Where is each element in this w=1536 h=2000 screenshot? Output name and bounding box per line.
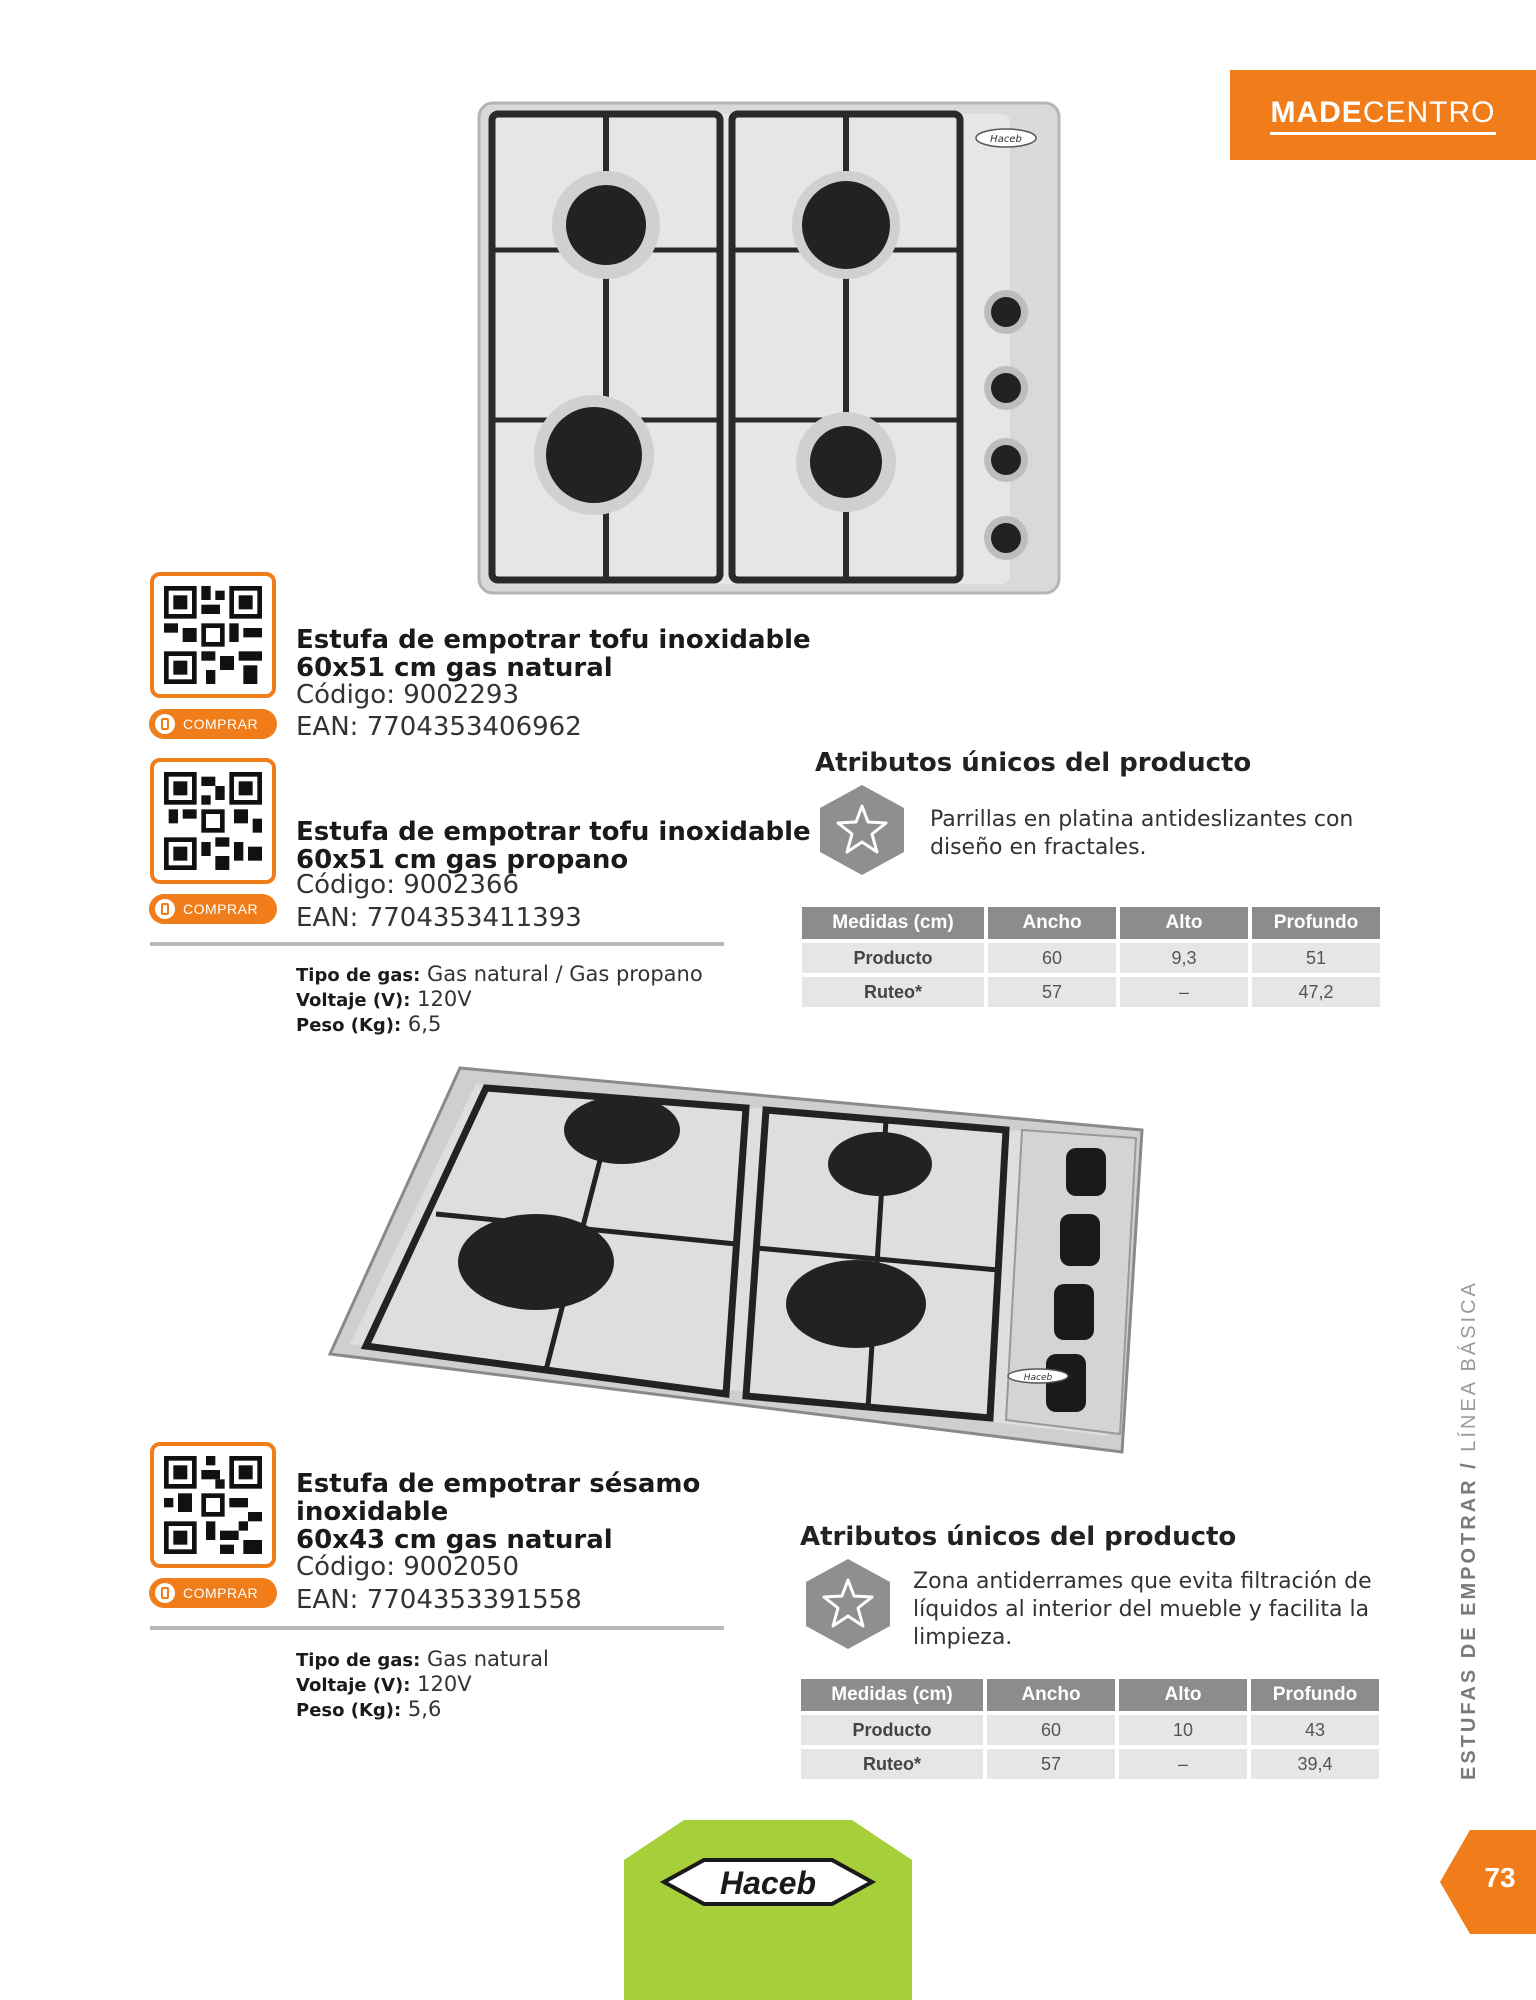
qr-code-product-2[interactable] xyxy=(150,758,276,884)
madecentro-logo xyxy=(1230,70,1536,160)
buy-label: COMPRAR xyxy=(183,1585,259,1601)
brand-light: CENTRO xyxy=(1362,95,1496,129)
product-3-code: Código: 9002050 xyxy=(296,1552,520,1582)
table-header: Alto xyxy=(1120,907,1248,939)
specs-weight: Peso (Kg): 6,5 xyxy=(296,1012,442,1036)
specs-voltage: Voltaje (V): 120V xyxy=(296,1672,472,1696)
table-header: Profundo xyxy=(1252,907,1380,939)
buy-button-product-3[interactable] xyxy=(149,1578,277,1608)
star-badge-icon xyxy=(814,782,910,878)
table-header: Ancho xyxy=(987,1679,1115,1711)
stove-tofu-image xyxy=(476,100,1062,596)
table-row: Producto 60 9,3 51 xyxy=(802,943,1380,973)
section-caption: ESTUFAS DE EMPOTRAR / LÍNEA BÁSICA xyxy=(1458,1280,1480,1780)
product-3-title-line-3: 60x43 cm gas natural xyxy=(296,1525,613,1555)
qr-code-icon xyxy=(164,1456,262,1554)
product-1-ean: EAN: 7704353406962 xyxy=(296,712,582,742)
attributes-text: Parrillas en platina antideslizantes con diseño en fractales. xyxy=(930,807,1354,860)
specs-weight: Peso (Kg): 5,6 xyxy=(296,1697,442,1721)
stove-sesamo-image xyxy=(326,1064,1152,1458)
qr-code-icon xyxy=(164,772,262,870)
section-divider xyxy=(150,1626,724,1630)
haceb-logo-text: Haceb xyxy=(719,1865,817,1901)
product-1-code: Código: 9002293 xyxy=(296,680,520,710)
specs-gas: Tipo de gas: Gas natural xyxy=(296,1647,549,1671)
specs-voltage: Voltaje (V): 120V xyxy=(296,987,472,1011)
measures-table-1 xyxy=(798,903,1384,1011)
table-header: Medidas (cm) xyxy=(802,907,984,939)
phone-icon xyxy=(155,714,175,734)
buy-button-product-2[interactable] xyxy=(149,894,277,924)
product-3-title-line-2: inoxidable xyxy=(296,1497,449,1527)
brand-strong: MADE xyxy=(1270,95,1363,129)
attributes-heading: Atributos únicos del producto xyxy=(800,1522,1237,1552)
attributes-text: Zona antiderrames que evita filtración de líquidos al interior del mueble y facilita la limpieza. xyxy=(913,1569,1372,1650)
qr-code-icon xyxy=(164,586,262,684)
product-2-code: Código: 9002366 xyxy=(296,870,520,900)
table-row: Ruteo* 57 – 39,4 xyxy=(801,1749,1379,1779)
table-row: Producto 60 10 43 xyxy=(801,1715,1379,1745)
stove-brand-label: Haceb xyxy=(990,134,1022,145)
table-header: Alto xyxy=(1119,1679,1247,1711)
product-3-ean: EAN: 7704353391558 xyxy=(296,1585,582,1615)
attributes-heading: Atributos únicos del producto xyxy=(815,748,1252,778)
table-header: Medidas (cm) xyxy=(801,1679,983,1711)
buy-button-product-1[interactable] xyxy=(149,709,277,739)
phone-icon xyxy=(155,1583,175,1603)
table-header: Ancho xyxy=(988,907,1116,939)
qr-code-product-1[interactable] xyxy=(150,572,276,698)
haceb-footer-badge xyxy=(624,1820,912,2000)
table-row: Ruteo* 57 – 47,2 xyxy=(802,977,1380,1007)
stove-brand-label: Haceb xyxy=(1023,1373,1053,1383)
star-badge-icon xyxy=(800,1556,896,1652)
page-number: 73 xyxy=(1484,1862,1516,1893)
buy-label: COMPRAR xyxy=(183,716,259,732)
specs-gas: Tipo de gas: Gas natural / Gas propano xyxy=(296,962,703,986)
phone-icon xyxy=(155,899,175,919)
qr-code-product-3[interactable] xyxy=(150,1442,276,1568)
product-3-title-line-1: Estufa de empotrar sésamo xyxy=(296,1469,701,1499)
product-1-title: Estufa de empotrar tofu inoxidable 60x51 cm gas natural xyxy=(296,625,811,683)
product-2-title: Estufa de empotrar tofu inoxidable 60x51 cm gas propano xyxy=(296,817,811,875)
buy-label: COMPRAR xyxy=(183,901,259,917)
product-2-ean: EAN: 7704353411393 xyxy=(296,903,582,933)
section-divider xyxy=(150,942,724,946)
measures-table-2 xyxy=(797,1675,1383,1783)
table-header: Profundo xyxy=(1251,1679,1379,1711)
